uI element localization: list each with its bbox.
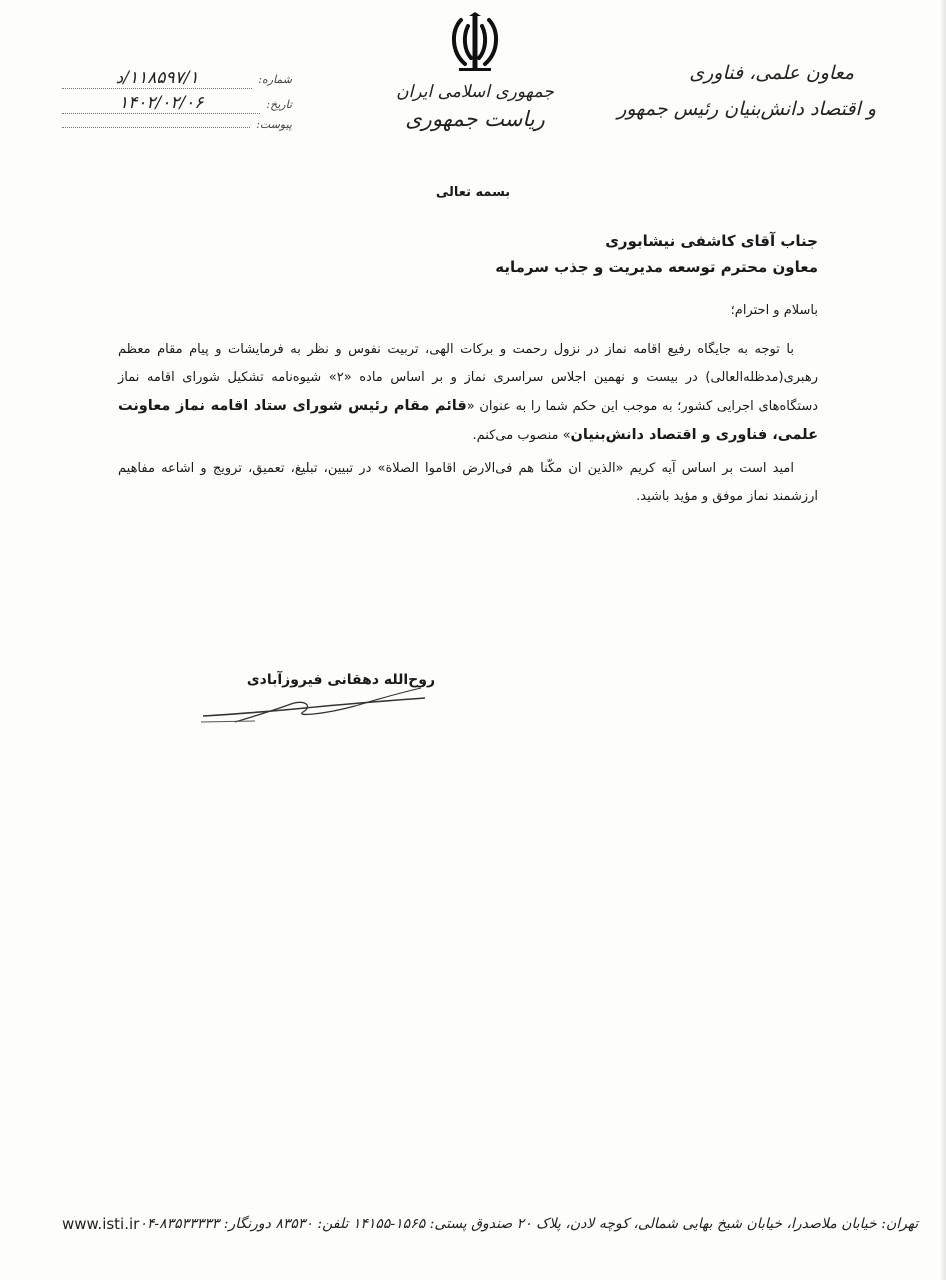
- appointment-title: قائم مقام رئیس شورای ستاد اقامه نماز معاونت علمی، فناوری و اقتصاد دانش‌بنیان: [118, 398, 818, 443]
- letter-meta: [62, 68, 292, 143]
- org-line-2: و اقتصاد دانش‌بنیان رئیس جمهور: [617, 98, 876, 120]
- greeting: باسلام و احترام؛: [730, 303, 818, 318]
- letter-body: [118, 336, 818, 511]
- letter-attachment-row: [62, 118, 292, 140]
- letter-date-label: تاریخ:: [266, 98, 292, 111]
- signature-block: [195, 672, 445, 726]
- handwritten-signature-icon: [195, 686, 445, 726]
- org-line-1: معاون علمی، فناوری: [689, 62, 854, 84]
- bismillah: بسمه تعالی: [435, 185, 511, 200]
- scan-edge-shadow: [940, 0, 946, 1280]
- letterhead-footer: [62, 1210, 919, 1238]
- addressee: [298, 228, 818, 280]
- letter-date-value: ۱۴۰۲/۰۲/۰۶: [62, 93, 260, 114]
- emblem-title: جمهوری اسلامی ایران: [396, 82, 554, 102]
- body-paragraph-1-start: با توجه به جایگاه رفیع اقامه نماز در نزول رحمت و برکات الهی، تربیت نفوس و نظر به فرمایشات و پیام مقام معظم رهبری(مدظله‌العالی) در بیست و نهمین اجلاس سراسری نماز و بر اساس ماده «۲» شیوه‌نامه تشکیل شورای اقامه نماز دستگاه‌های اجرایی کشور؛ به موجب این حکم شما را به عنوان «: [118, 342, 818, 414]
- emblem-block: [380, 12, 570, 134]
- letter-number-value: ۱۱۸۵۹۷/۱/د: [62, 68, 252, 89]
- body-paragraph-2: امید است بر اساس آیه کریم «الذین ان مکّنا هم فی‌الارض اقاموا الصلاة» در تبیین، تبلیغ، تعمیق، ترویج و اشاعه مفاهیم ارزشمند نماز موفق و مؤید باشید.: [118, 461, 818, 504]
- body-paragraph-1-end: » منصوب می‌کنم.: [472, 428, 571, 443]
- letter-attachment-label: پیوست:: [256, 118, 292, 131]
- issuing-organization: [576, 55, 876, 127]
- addressee-title: معاون محترم توسعه مدیریت و جذب سرمایه: [495, 258, 818, 276]
- emblem-subtitle: ریاست جمهوری: [405, 107, 545, 131]
- signatory-name: روح‌الله دهقانی فیروزآبادی: [246, 672, 435, 688]
- letter-date-row: [62, 93, 292, 115]
- addressee-name: جناب آقای کاشفی نیشابوری: [605, 232, 818, 250]
- website-link[interactable]: www.isti.ir: [62, 1215, 140, 1233]
- letter-attachment-value: [62, 127, 250, 128]
- body-paragraph-1: [118, 336, 818, 450]
- iran-emblem-icon: [447, 12, 503, 76]
- letter-number-row: [62, 68, 292, 90]
- contact-address: تهران: خیابان ملاصدرا، خیابان شیخ بهایی شمالی، کوچه لادن، پلاک ۲۰ صندوق پستی: ۱۵۶۵-۱۴۱۵۵ تلفن: ۸۳۵۳۰ دورنگار: ۸۳۵۳۳۳۳۳-۰۴: [139, 1216, 919, 1232]
- letter-number-label: شماره:: [258, 73, 292, 86]
